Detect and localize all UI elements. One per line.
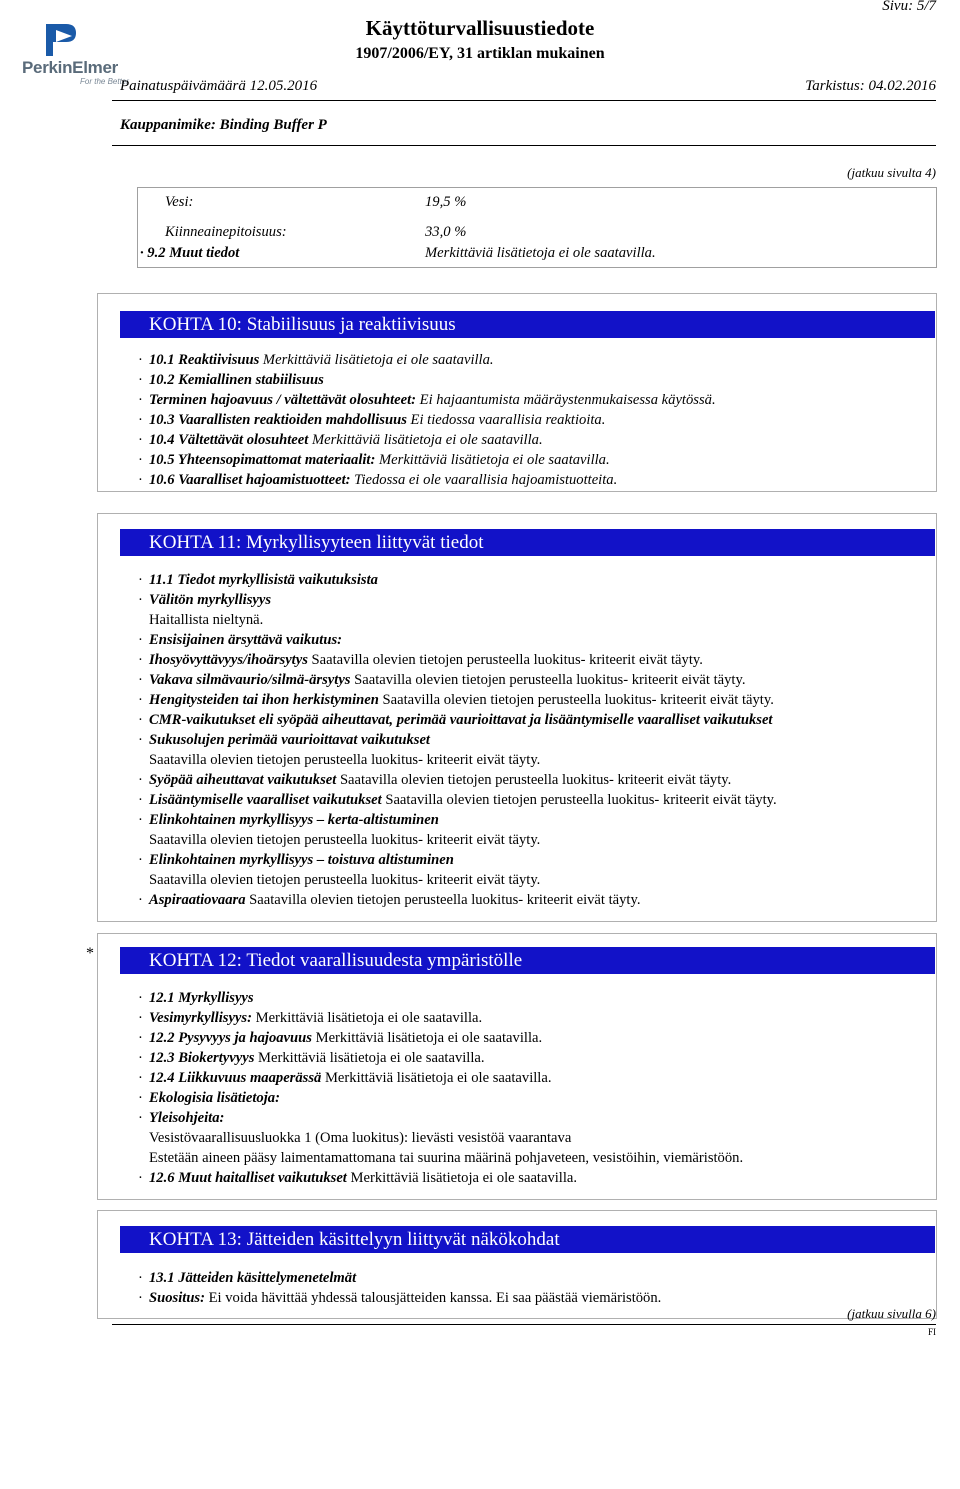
- text-line: [138, 630, 777, 650]
- text-line: [138, 710, 777, 730]
- row-label: · 9.2 Muut tiedot: [140, 245, 240, 261]
- text-line: [138, 1108, 743, 1128]
- line-text: Merkittäviä lisätietoja ei ole saatavilla.: [259, 352, 494, 368]
- bullet-dot: ·: [138, 1110, 143, 1126]
- line-text: Tiedossa ei ole vaarallisia hajoamistuotteita.: [350, 472, 618, 488]
- line-text: Merkittäviä lisätietoja ei ole saatavilla.: [375, 452, 610, 468]
- text-line: [138, 890, 777, 910]
- text-line: [138, 390, 716, 410]
- line-text: Saatavilla olevien tietojen perusteella luokitus- kriteerit eivät täyty.: [245, 892, 641, 908]
- section-11-heading: KOHTA 11: Myrkyllisyyteen liittyvät tiedot: [120, 529, 935, 556]
- line-label: Syöpää aiheuttavat vaikutukset: [149, 772, 337, 788]
- line-label: Aspiraatiovaara: [149, 892, 246, 908]
- text-line: [138, 1268, 661, 1288]
- text-line: [138, 730, 777, 750]
- document-title: Käyttöturvallisuustiedote: [365, 16, 595, 40]
- line-label: Välitön myrkyllisyys: [149, 592, 272, 608]
- document-subtitle: 1907/2006/EY, 31 artiklan mukainen: [355, 45, 605, 62]
- text-line: [138, 430, 716, 450]
- product-name: Kauppanimike: Binding Buffer P: [120, 117, 327, 133]
- product-divider: [112, 145, 936, 146]
- line-text: Merkittäviä lisätietoja ei ole saatavilla.: [251, 1010, 483, 1026]
- section-12-content: [138, 988, 743, 1188]
- line-label: Suositus:: [149, 1290, 205, 1306]
- text-line: [138, 370, 716, 390]
- line-label: 10.1 Reaktiivisuus: [149, 352, 260, 368]
- line-text: Merkittäviä lisätietoja ei ole saatavilla.: [308, 432, 543, 448]
- bullet-dot: ·: [138, 712, 143, 728]
- revision-date: Tarkistus: 04.02.2016: [805, 78, 936, 94]
- text-line: [138, 1088, 743, 1108]
- line-label: 12.2 Pysyvyys ja hajoavuus: [149, 1030, 312, 1046]
- text-line: [138, 1068, 743, 1088]
- line-text: Saatavilla olevien tietojen perusteella luokitus- kriteerit eivät täyty.: [381, 792, 777, 808]
- bullet-dot: ·: [138, 452, 143, 468]
- row-value: Merkittäviä lisätietoja ei ole saatavilla.: [425, 245, 656, 261]
- line-label: Ensisijainen ärsyttävä vaikutus:: [149, 632, 342, 648]
- line-label: Elinkohtainen myrkyllisyys – toistuva altistuminen: [149, 852, 454, 868]
- line-text: Saatavilla olevien tietojen perusteella luokitus- kriteerit eivät täyty.: [378, 692, 774, 708]
- bullet-dot: ·: [138, 432, 143, 448]
- row-value: 19,5 %: [425, 194, 467, 210]
- line-label: 12.3 Biokertyvyys: [149, 1050, 255, 1066]
- text-line: [138, 570, 777, 590]
- header-divider: [112, 100, 936, 101]
- bullet-dot: ·: [138, 392, 143, 408]
- bullet-dot: ·: [138, 1170, 143, 1186]
- line-label: Lisääntymiselle vaaralliset vaikutukset: [149, 792, 382, 808]
- text-line: [138, 1128, 743, 1148]
- bullet-dot: ·: [138, 592, 143, 608]
- text-line: [138, 850, 777, 870]
- line-label: Vesimyrkyllisyys:: [149, 1010, 252, 1026]
- page-number: Sivu: 5/7: [882, 0, 936, 14]
- row-label: Vesi:: [165, 194, 194, 210]
- line-label: 10.5 Yhteensopimattomat materiaalit:: [149, 452, 376, 468]
- line-label: 10.2 Kemiallinen stabiilisuus: [149, 372, 324, 388]
- text-line: [138, 1168, 743, 1188]
- line-label: 13.1 Jätteiden käsittelymenetelmät: [149, 1270, 357, 1286]
- logo-tagline: For the Better: [80, 77, 129, 86]
- text-line: [138, 610, 777, 630]
- text-line: [138, 1008, 743, 1028]
- line-text: Ei voida hävittää yhdessä talousjätteiden kanssa. Ei saa päästää viemäristöön.: [204, 1290, 662, 1306]
- row-value: 33,0 %: [425, 224, 467, 240]
- text-line: [138, 650, 777, 670]
- text-line: [138, 690, 777, 710]
- text-line: [138, 1048, 743, 1068]
- row-label: Kiinneainepitoisuus:: [165, 224, 287, 240]
- line-label: Vakava silmävaurio/silmä-ärsytys: [149, 672, 351, 688]
- bullet-dot: ·: [138, 812, 143, 828]
- continued-to: (jatkuu sivulla 6): [847, 1306, 936, 1321]
- line-text: Merkittäviä lisätietoja ei ole saatavilla.: [321, 1070, 552, 1086]
- line-label: Sukusolujen perimää vaurioittavat vaikutukset: [149, 732, 430, 748]
- bullet-dot: ·: [138, 692, 143, 708]
- bullet-dot: ·: [138, 412, 143, 428]
- line-label: Yleisohjeita:: [149, 1110, 225, 1126]
- line-label: Elinkohtainen myrkyllisyys – kerta-altistuminen: [149, 812, 439, 828]
- bullet-dot: ·: [138, 372, 143, 388]
- language-code: FI: [927, 1327, 936, 1337]
- bullet-dot: ·: [138, 1030, 143, 1046]
- bullet-dot: ·: [138, 672, 143, 688]
- text-line: [138, 810, 777, 830]
- line-label: Ihosyövyttävyys/ihoärsytys: [149, 652, 308, 668]
- text-line: [138, 450, 716, 470]
- text-line: [138, 1148, 743, 1168]
- bullet-dot: ·: [138, 572, 143, 588]
- section-10-heading: KOHTA 10: Stabiilisuus ja reaktiivisuus: [120, 311, 935, 338]
- bullet-dot: ·: [138, 852, 143, 868]
- line-label: CMR-vaikutukset eli syöpää aiheuttavat, perimää vaurioittavat ja lisääntymiselle vaaralliset vaikutukset: [149, 712, 773, 728]
- line-text: Vesistövaarallisuusluokka 1 (Oma luokitus): lievästi vesistöä vaarantava: [149, 1130, 572, 1146]
- line-text: Merkittäviä lisätietoja ei ole saatavilla.: [254, 1050, 485, 1066]
- line-label: 12.6 Muut haitalliset vaikutukset: [149, 1170, 347, 1186]
- line-text: Merkittäviä lisätietoja ei ole saatavilla.: [311, 1030, 543, 1046]
- section-11-content: [138, 570, 777, 910]
- line-label: Terminen hajoavuus / vältettävät olosuhteet:: [149, 392, 417, 408]
- line-label: 10.3 Vaarallisten reaktioiden mahdollisuus: [149, 412, 407, 428]
- logo-brand-text: PerkinElmer: [22, 58, 118, 77]
- line-text: Ei tiedossa vaarallisia reaktioita.: [406, 412, 606, 428]
- line-text: Saatavilla olevien tietojen perusteella luokitus- kriteerit eivät täyty.: [336, 772, 732, 788]
- section-10-content: [138, 350, 716, 490]
- change-marker: *: [86, 945, 94, 962]
- line-text: Saatavilla olevien tietojen perusteella luokitus- kriteerit eivät täyty.: [350, 672, 746, 688]
- section-12-heading: KOHTA 12: Tiedot vaarallisuudesta ympäristölle: [120, 947, 935, 974]
- bullet-dot: ·: [138, 732, 143, 748]
- line-text: Ei hajaantumista määräystenmukaisessa käytössä.: [416, 392, 716, 408]
- text-line: [138, 470, 716, 490]
- text-line: [138, 770, 777, 790]
- footer-divider: [112, 1324, 936, 1325]
- text-line: [138, 590, 777, 610]
- bullet-dot: ·: [138, 990, 143, 1006]
- section-13-heading: KOHTA 13: Jätteiden käsittelyyn liittyvät näkökohdat: [120, 1226, 935, 1253]
- section-13-content: [138, 1268, 661, 1308]
- line-label: 10.4 Vältettävät olosuhteet: [149, 432, 309, 448]
- line-label: Ekologisia lisätietoja:: [149, 1090, 280, 1106]
- line-text: Saatavilla olevien tietojen perusteella luokitus- kriteerit eivät täyty.: [149, 832, 541, 848]
- bullet-dot: ·: [138, 892, 143, 908]
- line-text: Estetään aineen pääsy laimentamattomana tai suurina määrinä pohjaveteen, vesistöihin, viemäristöön.: [149, 1150, 744, 1166]
- line-text: Saatavilla olevien tietojen perusteella luokitus- kriteerit eivät täyty.: [149, 752, 541, 768]
- bullet-dot: ·: [138, 1290, 143, 1306]
- continued-from: (jatkuu sivulta 4): [847, 165, 936, 180]
- line-label: 12.1 Myrkyllisyys: [149, 990, 254, 1006]
- print-date: Painatuspäivämäärä 12.05.2016: [120, 78, 318, 94]
- bullet-dot: ·: [138, 632, 143, 648]
- bullet-dot: ·: [138, 472, 143, 488]
- line-label: Hengitysteiden tai ihon herkistyminen: [149, 692, 379, 708]
- bullet-dot: ·: [138, 1090, 143, 1106]
- text-line: [138, 1028, 743, 1048]
- text-line: [138, 350, 716, 370]
- text-line: [138, 1288, 661, 1308]
- line-text: Saatavilla olevien tietojen perusteella luokitus- kriteerit eivät täyty.: [307, 652, 703, 668]
- line-text: Haitallista nieltynä.: [149, 612, 264, 628]
- bullet-dot: ·: [138, 792, 143, 808]
- text-line: [138, 750, 777, 770]
- text-line: [138, 670, 777, 690]
- bullet-dot: ·: [138, 652, 143, 668]
- text-line: [138, 830, 777, 850]
- bullet-dot: ·: [138, 1010, 143, 1026]
- bullet-dot: ·: [138, 352, 143, 368]
- text-line: [138, 790, 777, 810]
- line-text: Saatavilla olevien tietojen perusteella luokitus- kriteerit eivät täyty.: [149, 872, 541, 888]
- text-line: [138, 870, 777, 890]
- line-text: Merkittäviä lisätietoja ei ole saatavilla.: [346, 1170, 578, 1186]
- text-line: [138, 988, 743, 1008]
- text-line: [138, 410, 716, 430]
- bullet-dot: ·: [138, 1070, 143, 1086]
- bullet-dot: ·: [138, 1050, 143, 1066]
- line-label: 12.4 Liikkuvuus maaperässä: [149, 1070, 322, 1086]
- line-label: 10.6 Vaaralliset hajoamistuotteet:: [149, 472, 351, 488]
- line-label: 11.1 Tiedot myrkyllisistä vaikutuksista: [149, 572, 378, 588]
- bullet-dot: ·: [138, 1270, 143, 1286]
- bullet-dot: ·: [138, 772, 143, 788]
